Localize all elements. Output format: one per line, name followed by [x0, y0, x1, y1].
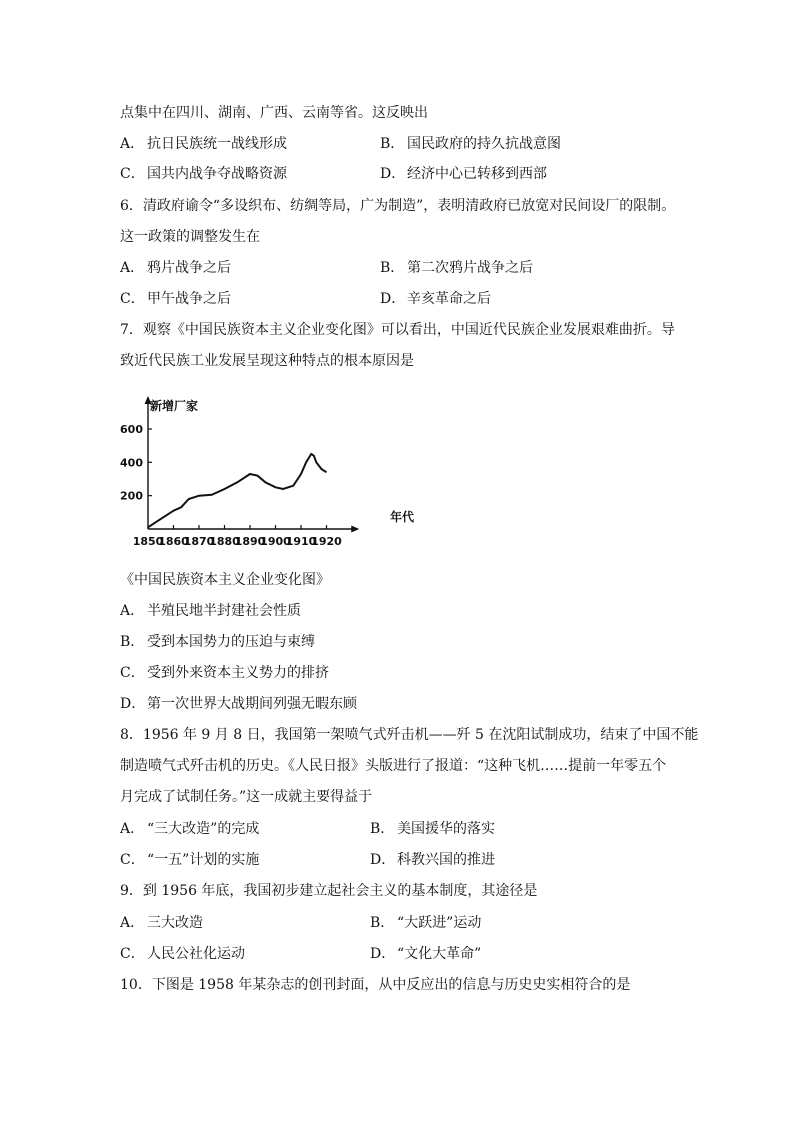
q6-option-a[interactable] — [120, 258, 231, 278]
x-tick-label: 1880 — [209, 535, 240, 548]
option-letter: B． — [370, 915, 395, 931]
option-letter: D． — [370, 852, 396, 868]
series-line — [148, 454, 327, 527]
option-text: 经济中心已转移到西部 — [407, 166, 547, 182]
y-ticks — [120, 423, 152, 503]
question-10-text: 10．下图是 1958 年某杂志的创刊封面，从中反应出的信息与历史史实相符合的是 — [120, 977, 631, 993]
option-text: 科教兴国的推进 — [397, 852, 495, 868]
option-letter: C． — [120, 291, 145, 307]
question-8-text: 8．1956 年 9 月 8 日，我国第一架喷气式歼击机——歼 5 在沈阳试制成功，结束了中国不能 — [120, 727, 699, 743]
x-axis-arrow — [351, 526, 359, 533]
option-text: 辛亥革命之后 — [407, 291, 491, 307]
option-letter: D． — [120, 696, 146, 712]
y-tick-label: 200 — [120, 489, 143, 503]
chart-axes — [145, 396, 360, 533]
question-8-text-cont: 制造喷气式歼击机的历史。《人民日报》头版进行了报道：“这种飞机……提前一年零五个 — [120, 758, 667, 774]
q5-option-c[interactable] — [120, 164, 287, 184]
option-text: 甲午战争之后 — [147, 291, 231, 307]
question-9-text: 9．到 1956 年底，我国初步建立起社会主义的基本制度，其途径是 — [120, 883, 538, 899]
option-letter: A． — [120, 915, 145, 931]
option-letter: B． — [380, 260, 405, 276]
y-tick-label: 400 — [120, 456, 143, 470]
option-text: 第二次鸦片战争之后 — [407, 260, 533, 276]
question-8-text-cont2: 月完成了试制任务。”这一成就主要得益于 — [120, 789, 373, 805]
question-5-text-end: 点集中在四川、湖南、广西、云南等省。这反映出 — [120, 105, 428, 121]
option-letter: B． — [380, 136, 405, 152]
x-tick-label: 1890 — [234, 535, 266, 548]
option-letter: A． — [120, 260, 145, 276]
y-axis-label: 新增厂家 — [150, 399, 199, 413]
q8-option-a[interactable] — [120, 819, 259, 839]
q6-option-c[interactable] — [120, 289, 231, 309]
option-text: 美国援华的落实 — [397, 821, 495, 837]
question-6-text: 6．清政府谕令“多设织布、纺绸等局，广为制造”，表明清政府已放宽对民间设厂的限制。 — [120, 198, 676, 214]
q6-option-b[interactable] — [380, 258, 533, 278]
q7-option-a[interactable] — [120, 601, 301, 621]
option-text: 半殖民地半封建社会性质 — [147, 603, 301, 619]
q7-option-c[interactable] — [120, 663, 329, 683]
question-7-text: 7．观察《中国民族资本主义企业变化图》可以看出，中国近代民族企业发展艰难曲折。导 — [120, 322, 675, 338]
option-text: 国共内战争夺战略资源 — [147, 166, 287, 182]
q7-option-b[interactable] — [120, 632, 315, 652]
option-letter: C． — [120, 852, 145, 868]
q7-option-d[interactable] — [120, 694, 357, 714]
option-text: 人民公社化运动 — [147, 946, 245, 962]
x-tick-label: 1920 — [311, 535, 342, 548]
option-text: 抗日民族统一战线形成 — [147, 136, 287, 152]
option-letter: B． — [120, 634, 145, 650]
option-letter: A． — [120, 821, 145, 837]
option-letter: D． — [370, 946, 396, 962]
option-text: “一五”计划的实施 — [147, 852, 260, 868]
x-tick-label: 1850 — [132, 535, 164, 548]
q9-option-b[interactable] — [370, 913, 481, 933]
option-text: 第一次世界大战期间列强无暇东顾 — [147, 696, 357, 712]
option-letter: C． — [120, 166, 145, 182]
option-text: 鸦片战争之后 — [147, 260, 231, 276]
enterprise-change-chart — [118, 388, 418, 550]
q5-option-a[interactable] — [120, 134, 287, 154]
option-letter: A． — [120, 603, 145, 619]
q9-option-d[interactable] — [370, 944, 481, 964]
chart-caption: 《中国民族资本主义企业变化图》 — [120, 572, 330, 588]
option-letter: C． — [120, 665, 145, 681]
question-7-text-cont: 致近代民族工业发展呈现这种特点的根本原因是 — [120, 353, 414, 369]
option-text: 国民政府的持久抗战意图 — [407, 136, 561, 152]
q9-option-a[interactable] — [120, 913, 203, 933]
x-axis-label: 年代 — [390, 510, 415, 524]
option-text: 三大改造 — [147, 915, 203, 931]
x-tick-label: 1870 — [183, 535, 215, 548]
question-6-text-cont: 这一政策的调整发生在 — [120, 229, 260, 245]
q9-option-c[interactable] — [120, 944, 245, 964]
option-letter: B． — [370, 821, 395, 837]
q5-option-b[interactable] — [380, 134, 561, 154]
option-letter: A． — [120, 136, 145, 152]
y-tick-label: 600 — [120, 422, 143, 436]
q8-option-b[interactable] — [370, 819, 495, 839]
q8-option-c[interactable] — [120, 850, 259, 870]
option-text: 受到外来资本主义势力的排挤 — [147, 665, 329, 681]
option-text: 受到本国势力的压迫与束缚 — [147, 634, 315, 650]
x-tick-label: 1860 — [158, 535, 189, 548]
option-letter: D． — [380, 291, 406, 307]
option-text: “三大改造”的完成 — [147, 821, 260, 837]
q5-option-d[interactable] — [380, 164, 547, 184]
x-tick-label: 1910 — [285, 535, 317, 548]
q6-option-d[interactable] — [380, 289, 491, 309]
option-text: “大跃进”运动 — [397, 915, 482, 931]
option-letter: C． — [120, 946, 145, 962]
option-letter: D． — [380, 166, 406, 182]
option-text: “文化大革命” — [397, 946, 482, 962]
x-tick-label: 1900 — [260, 535, 291, 548]
q8-option-d[interactable] — [370, 850, 495, 870]
